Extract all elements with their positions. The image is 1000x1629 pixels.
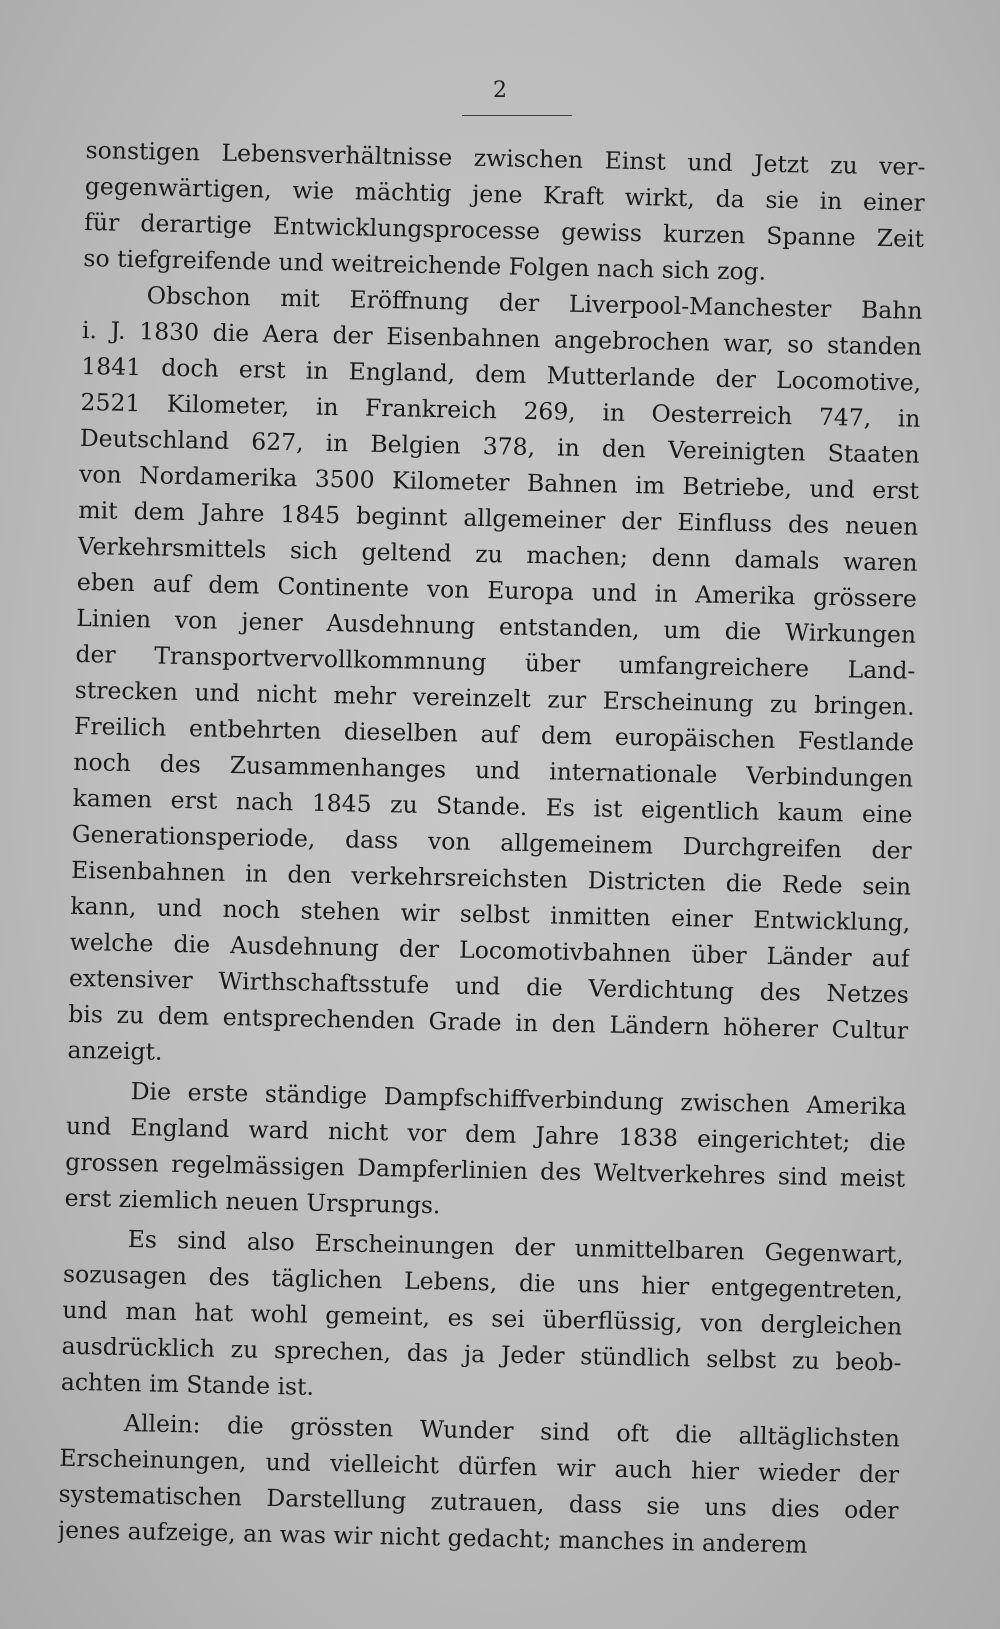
text-line: bis zu dem entsprechenden Grade in den Ländern höherer Cultur [68,999,909,1045]
text-line: 2521 Kilometer, in Frankreich 269, in Oesterreich 747, in [80,387,921,433]
text-line: von Nordamerika 3500 Kilometer Bahnen im Betriebe, und erst [78,459,920,505]
paragraph [61,1220,904,1417]
text-line: extensiver Wirthschaftsstufe und die Verdichtung des Netzes [68,963,910,1009]
text-line: mit dem Jahre 1845 beginnt allgemeiner der Einfluss des neuen [78,495,919,541]
paragraph [64,1072,907,1233]
text-line: eben auf dem Continente von Europa und in Amerika grössere [76,567,918,613]
text-line: Obschon mit Eröffnung der Liverpool-Manchester Bahn [146,281,923,325]
text-line: Allein: die grössten Wunder sind oft die alltäglichsten [123,1409,901,1453]
text-line: welche die Ausdehnung der Locomotivbahnen über Länder auf [69,927,910,973]
text-line: Linien von jener Ausdehnung entstanden, um die Wirkungen [75,603,917,649]
text-line: sozusagen des täglichen Lebens, die uns hier entgegentreten, [62,1259,904,1305]
text-line: Erscheinungen, und vielleicht dürfen wir auch hier wieder der [59,1443,900,1489]
paragraph [67,276,923,1085]
text-line: Eisenbahnen in den verkehrsreichsten Districten die Rede sein [70,855,912,901]
text-line: noch des Zusammenhanges und internationale Verbindungen [73,747,914,793]
text-line: ausdrücklich zu sprechen, das ja Jeder stündlich selbst zu beob- [61,1331,902,1377]
text-line: erst ziemlich neuen Ursprungs. [64,1183,441,1220]
text-line: Deutschland 627, in Belgien 378, in den Vereinigten Staaten [79,423,920,469]
text-line: sonstigen Lebensverhältnisse zwischen Einst und Jetzt zu ver- [85,135,926,181]
paragraph [83,132,926,293]
text-line: strecken und nicht mehr vereinzelt zur Erscheinung zu bringen. [74,675,915,721]
text-line: und England ward nicht vor dem Jahre 1838 eingerichtet; die [65,1111,907,1157]
text-line: und man hat wohl gemeint, es sei überflüssig, von dergleichen [62,1295,903,1341]
body-text [58,132,926,1565]
text-line: Verkehrsmittels sich geltend zu machen; denn damals waren [77,531,918,577]
page-number: 2 [493,78,507,103]
text-line: Es sind also Erscheinungen der unmittelbaren Gegenwart, [127,1225,904,1269]
text-line: grossen regelmässigen Dampferlinien des Weltverkehres sind meist [65,1147,906,1193]
text-line: gegenwärtigen, wie mächtig jene Kraft wirkt, da sie in einer [84,171,926,217]
text-line: i. J. 1830 die Aera der Eisenbahnen angebrochen war, so standen [81,315,923,361]
text-line: Die erste ständige Dampfschiffverbindung zwischen Amerika [130,1077,907,1121]
text-line: anzeigt. [67,1035,163,1066]
text-line: für derartige Entwicklungsprocesse gewiss kurzen Spanne Zeit [83,207,925,253]
paragraph [58,1404,901,1565]
text-line: systematischen Darstellung zutrauen, dass sie uns dies oder [58,1479,899,1525]
text-line: jenes aufzeige, an was wir nicht gedacht; manches in anderem [57,1515,808,1559]
text-line: der Transportvervollkommnung über umfangreichere Land- [75,639,916,685]
text-line: Generationsperiode, dass von allgemeinem Durchgreifen der [71,819,913,865]
text-line: Freilich entbehrten dieselben auf dem europäischen Festlande [73,711,915,757]
text-line: so tiefgreifende und weitreichende Folgen nach sich zog. [83,243,767,286]
text-line: 1841 doch erst in England, dem Mutterlande der Locomotive, [81,351,922,397]
text-line: achten im Stande ist. [60,1367,315,1401]
text-line: kamen erst nach 1845 zu Stande. Es ist eigentlich kaum eine [72,783,913,829]
page-number-rule [462,115,572,116]
text-line: kann, und noch stehen wir selbst inmitten einer Entwicklung, [70,891,911,937]
